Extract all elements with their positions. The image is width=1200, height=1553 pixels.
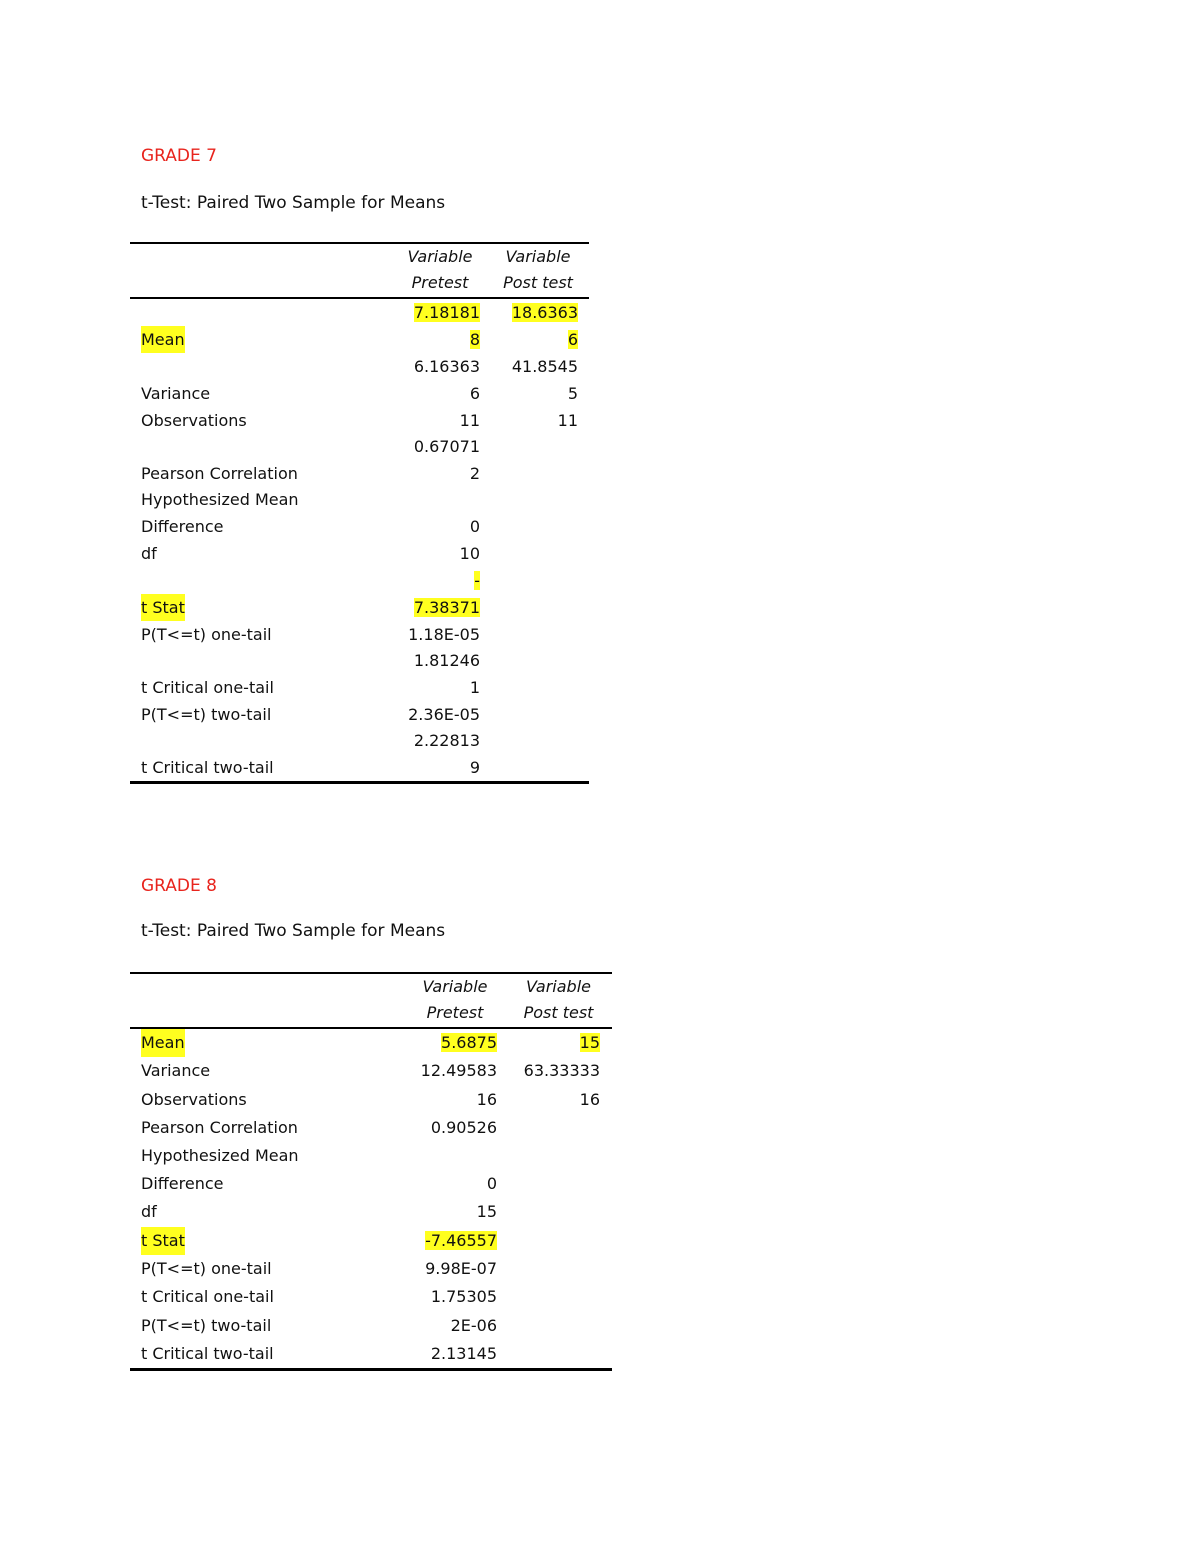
posttest-cell: [515, 1255, 600, 1283]
cell-value: -: [474, 571, 480, 590]
table-row: [130, 567, 589, 621]
posttest-cell: [515, 1086, 600, 1114]
grade7-table: [130, 242, 589, 784]
cell-value: 10: [459, 544, 480, 563]
table-row: [130, 353, 589, 407]
row-label: P(T<=t) two-tail: [141, 1315, 272, 1335]
cell-value: 9: [469, 757, 480, 777]
row-label: Pearson Correlation: [141, 463, 298, 483]
cell-value: 0.90526: [430, 1117, 497, 1137]
row-label: Variance: [141, 1061, 211, 1081]
cell-value: 0: [469, 516, 480, 536]
grade8-heading: GRADE 8: [141, 876, 217, 896]
grade7-heading: GRADE 7: [141, 146, 217, 166]
header-line: Pretest: [411, 273, 469, 292]
header-line: Pretest: [426, 1003, 484, 1022]
pretest-cell: [413, 1142, 497, 1170]
table-row: [130, 1340, 612, 1368]
cell-value: 63.33333: [523, 1061, 600, 1081]
cell-value: 2.13145: [430, 1343, 497, 1363]
cell-value: 15: [476, 1202, 497, 1222]
pretest-cell: [413, 1170, 497, 1198]
posttest-cell: [498, 299, 578, 353]
row-label: t Critical two-tail: [141, 1343, 274, 1363]
table-row: [130, 1255, 612, 1283]
posttest-cell: [515, 1340, 600, 1368]
table-row: [130, 1114, 612, 1142]
grade7-pretest-header: [398, 244, 482, 296]
row-label: Difference: [141, 516, 224, 536]
cell-value: 5.6875: [441, 1033, 497, 1052]
posttest-cell: [515, 1283, 600, 1311]
table-row: [130, 1283, 612, 1311]
table-row: [130, 407, 589, 434]
row-label: t Critical two-tail: [141, 757, 274, 777]
header-line: Variable: [422, 977, 488, 996]
grade8-posttest-header: [515, 974, 602, 1026]
cell-value: 11: [459, 411, 480, 430]
table-row: [130, 1057, 612, 1085]
cell-value: 15: [579, 1033, 600, 1052]
table-row: [130, 621, 589, 648]
table-row: [130, 1029, 612, 1057]
grade8-table-header: [130, 974, 612, 1029]
cell-value: 0.67071: [413, 437, 480, 456]
header-line: Variable: [407, 247, 473, 266]
row-label: Observations: [141, 1089, 247, 1109]
cell-value: 1: [469, 677, 480, 697]
cell-value: 1.18E-05: [408, 625, 480, 644]
row-label: t Critical one-tail: [141, 677, 274, 697]
cell-value: 2: [469, 463, 480, 483]
cell-value: 9.98E-07: [425, 1259, 497, 1279]
table-row: [130, 487, 589, 540]
grade8-subtitle: t-Test: Paired Two Sample for Means: [141, 921, 446, 941]
cell-value: 6.16363: [413, 357, 480, 376]
header-line: Post test: [503, 273, 573, 292]
table-row: [130, 299, 589, 353]
posttest-cell: [515, 1057, 600, 1085]
cell-value: 7.18181: [413, 303, 480, 322]
row-label: P(T<=t) one-tail: [141, 625, 272, 644]
cell-value: 0: [486, 1174, 497, 1194]
row-label: Observations: [141, 411, 247, 430]
row-label: df: [141, 1202, 157, 1222]
pretest-cell: [413, 1312, 497, 1340]
cell-value: 5: [567, 384, 578, 403]
pretest-cell: [413, 1198, 497, 1226]
grade7-table-header: [130, 244, 589, 299]
table-row: [130, 648, 589, 701]
table-row: [130, 1312, 612, 1340]
header-line: Variable: [526, 977, 591, 996]
posttest-cell: [498, 353, 578, 407]
table-row: [130, 1170, 612, 1198]
row-label: t Stat: [141, 1227, 185, 1255]
grade8-table-body: [130, 1029, 612, 1368]
cell-value: 2E-06: [450, 1315, 497, 1335]
cell-value: 2.22813: [413, 731, 480, 750]
table-row: [130, 701, 589, 728]
cell-value: 6: [469, 384, 480, 403]
posttest-cell: [515, 1170, 600, 1198]
cell-value: -7.46557: [425, 1230, 497, 1250]
cell-value: 1.81246: [413, 651, 480, 670]
grade7-subtitle: t-Test: Paired Two Sample for Means: [141, 193, 446, 213]
pretest-cell: [413, 1029, 497, 1057]
grade7-posttest-header: [498, 244, 578, 296]
table-row: [130, 540, 589, 567]
cell-value: 41.8545: [511, 357, 578, 376]
cell-value: 16: [579, 1089, 600, 1109]
cell-value: 11: [557, 411, 578, 430]
table-row: [130, 728, 589, 781]
cell-value: 6: [567, 330, 578, 349]
table-row: [130, 1227, 612, 1255]
table-row: [130, 1198, 612, 1226]
grade8-pretest-header: [413, 974, 497, 1026]
row-label: t Stat: [141, 594, 185, 621]
pretest-cell: [398, 353, 480, 407]
header-line: Variable: [505, 247, 571, 266]
cell-value: 7.38371: [413, 598, 480, 617]
row-label: Mean: [141, 326, 185, 353]
row-label: Difference: [141, 1174, 224, 1194]
pretest-cell: [413, 1340, 497, 1368]
row-label: Pearson Correlation: [141, 1117, 298, 1137]
pretest-cell: [413, 1283, 497, 1311]
cell-value: 12.49583: [420, 1061, 497, 1081]
pretest-cell: [413, 1114, 497, 1142]
row-label: t Critical one-tail: [141, 1287, 274, 1307]
table-row: [130, 1142, 612, 1170]
row-label: Variance: [141, 384, 211, 403]
row-label: P(T<=t) one-tail: [141, 1259, 272, 1279]
posttest-cell: [515, 1312, 600, 1340]
row-label: P(T<=t) two-tail: [141, 705, 272, 724]
pretest-cell: [413, 1255, 497, 1283]
pretest-cell: [413, 1057, 497, 1085]
cell-value: 2.36E-05: [408, 705, 480, 724]
posttest-cell: [515, 1198, 600, 1226]
posttest-cell: [515, 1114, 600, 1142]
cell-value: 18.6363: [511, 303, 578, 322]
row-label: Mean: [141, 1029, 185, 1057]
cell-value: 16: [476, 1089, 497, 1109]
row-label: Hypothesized Mean: [141, 1146, 299, 1166]
header-line: Post test: [523, 1003, 594, 1022]
posttest-cell: [515, 1227, 600, 1255]
pretest-cell: [398, 299, 480, 353]
posttest-cell: [515, 1142, 600, 1170]
row-label: Hypothesized Mean: [141, 490, 299, 509]
pretest-cell: [413, 1227, 497, 1255]
table-row: [130, 434, 589, 487]
posttest-cell: [515, 1029, 600, 1057]
grade8-table: [130, 972, 612, 1371]
cell-value: 8: [469, 330, 480, 349]
table-row: [130, 1086, 612, 1114]
row-label: df: [141, 544, 157, 563]
pretest-cell: [413, 1086, 497, 1114]
cell-value: 1.75305: [430, 1287, 497, 1307]
